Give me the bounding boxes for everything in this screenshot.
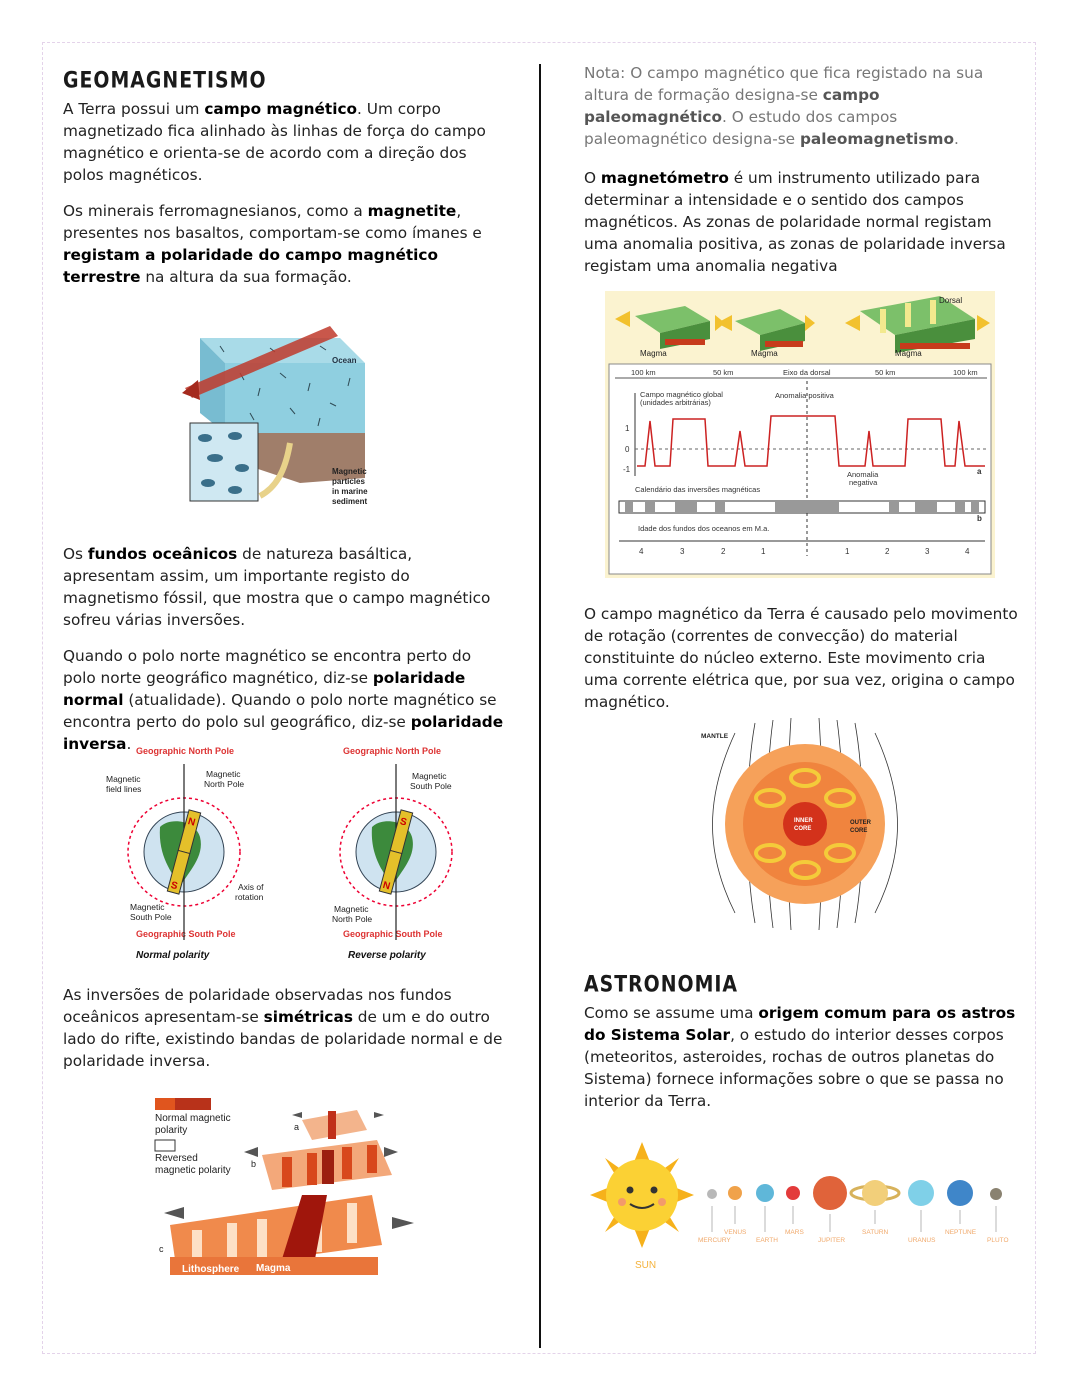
svg-text:100 km: 100 km xyxy=(631,368,656,377)
svg-text:0: 0 xyxy=(625,445,630,454)
svg-text:field lines: field lines xyxy=(106,784,142,794)
svg-text:JUPITER: JUPITER xyxy=(818,1237,846,1244)
svg-text:magnetic polarity: magnetic polarity xyxy=(155,1165,231,1176)
svg-text:c: c xyxy=(159,1244,164,1254)
column-divider xyxy=(539,64,541,1348)
solar-system-figure xyxy=(590,1140,1010,1275)
right-column xyxy=(584,62,1018,277)
ocean-sediment-figure xyxy=(180,318,380,513)
svg-text:3: 3 xyxy=(925,547,930,556)
svg-text:Magnetic: Magnetic xyxy=(206,769,241,779)
svg-text:-1: -1 xyxy=(623,465,631,474)
svg-text:b: b xyxy=(977,514,982,523)
geo-south-label-normal: Geographic South Pole xyxy=(136,929,236,939)
reverse-polarity-diagram xyxy=(332,746,452,961)
magnetic-anomaly-figure xyxy=(605,291,995,578)
geo-south-label-reverse: Geographic South Pole xyxy=(343,929,443,939)
svg-text:Dorsal: Dorsal xyxy=(939,296,963,305)
svg-text:INNER: INNER xyxy=(794,818,813,824)
left-column xyxy=(63,68,505,288)
normal-polarity-diagram xyxy=(106,746,264,961)
svg-text:SATURN: SATURN xyxy=(862,1229,889,1236)
paragraph-nucleo-externo: O campo magnético da Terra é causado pelo movimento de rotação (correntes de convecção) do material constituinte do núcleo externo. Este movimento cria uma corrente elétrica que, por sua vez, origina o campo magnético. xyxy=(584,605,1018,711)
svg-text:Idade dos fundos dos oceanos e: Idade dos fundos dos oceanos em M.a. xyxy=(638,524,770,533)
normal-polarity-caption: Normal polarity xyxy=(136,950,210,961)
svg-text:Magma: Magma xyxy=(640,349,667,358)
svg-text:South Pole: South Pole xyxy=(410,781,452,791)
polarity-figure xyxy=(100,742,470,967)
svg-text:3: 3 xyxy=(680,547,685,556)
particles-label-1: Magnetic xyxy=(332,467,367,476)
svg-text:2: 2 xyxy=(721,547,726,556)
svg-text:South Pole: South Pole xyxy=(130,912,172,922)
polarity-bands-figure xyxy=(152,1095,422,1280)
paragraph-polaridade: Quando o polo norte magnético se encontra perto do polo norte geográfico magnético, diz-se polaridade normal (atualidade). Quando o polo norte magnético se encontra perto do polo sul geográfico, diz-se polaridade inversa. xyxy=(63,647,504,753)
svg-text:negativa: negativa xyxy=(849,478,878,487)
svg-text:N: N xyxy=(186,816,197,829)
particles-label-4: sediment xyxy=(332,497,368,506)
svg-text:MERCURY: MERCURY xyxy=(698,1237,731,1244)
svg-text:VENUS: VENUS xyxy=(724,1229,747,1236)
svg-text:Magma: Magma xyxy=(895,349,922,358)
left-column-middle xyxy=(63,543,505,755)
svg-text:S: S xyxy=(398,816,408,829)
svg-text:Magnetic: Magnetic xyxy=(412,771,447,781)
svg-text:Calendário das inversões magné: Calendário das inversões magnéticas xyxy=(635,485,761,494)
sun-label: SUN xyxy=(635,1260,657,1271)
svg-text:Normal magnetic: Normal magnetic xyxy=(155,1113,231,1124)
paragraph-nota-paleomagnetismo: Nota: O campo magnético que fica registado na sua altura de formação designa-se campo paleomagnético. O estudo dos campos paleomagnético designa-se paleomagnetismo. xyxy=(584,64,984,148)
planets xyxy=(707,1176,1002,1210)
svg-text:N: N xyxy=(381,879,392,893)
svg-text:b: b xyxy=(251,1159,257,1169)
svg-text:(unidades arbitrárias): (unidades arbitrárias) xyxy=(640,398,711,407)
svg-text:4: 4 xyxy=(639,547,644,556)
left-column-bottom xyxy=(63,984,505,1072)
svg-text:EARTH: EARTH xyxy=(756,1237,778,1244)
svg-text:Reversed: Reversed xyxy=(155,1153,198,1164)
svg-text:Anomalia: Anomalia xyxy=(847,470,879,479)
svg-text:rotation: rotation xyxy=(235,892,264,902)
svg-text:CORE: CORE xyxy=(850,828,868,834)
svg-text:1: 1 xyxy=(625,424,630,433)
ocean-label: Ocean xyxy=(332,356,357,365)
svg-text:1: 1 xyxy=(845,547,850,556)
svg-text:Eixo da dorsal: Eixo da dorsal xyxy=(783,368,831,377)
geo-north-label-normal: Geographic North Pole xyxy=(136,746,235,756)
right-column-middle xyxy=(584,603,1018,713)
svg-text:a: a xyxy=(294,1122,300,1132)
paragraph-inversoes-simetricas: As inversões de polaridade observadas nos fundos oceânicos apresentam-se simétricas de um e do outro lado do rifte, existindo bandas de polaridade normal e de polaridade inversa. xyxy=(63,986,503,1070)
svg-text:2: 2 xyxy=(885,547,890,556)
svg-text:S: S xyxy=(169,879,179,893)
svg-text:Magnetic: Magnetic xyxy=(130,902,165,912)
geo-north-label-reverse: Geographic North Pole xyxy=(343,746,442,756)
svg-text:North Pole: North Pole xyxy=(204,779,245,789)
paragraph-campo-magnetico: A Terra possui um campo magnético. Um corpo magnetizado fica alinhado às linhas de força do campo magnético e orienta-se de acordo com a direção dos polos magnéticos. xyxy=(63,100,486,184)
svg-text:CORE: CORE xyxy=(794,826,812,832)
magma-label: Magma xyxy=(256,1263,291,1274)
svg-text:PLUTO: PLUTO xyxy=(987,1237,1009,1244)
svg-text:North Pole: North Pole xyxy=(332,914,373,924)
svg-text:MARS: MARS xyxy=(785,1229,804,1236)
svg-text:URANUS: URANUS xyxy=(908,1237,936,1244)
section-title-geomagnetismo: GEOMAGNETISMO xyxy=(63,67,267,93)
svg-text:50 km: 50 km xyxy=(875,368,896,377)
svg-text:Magnetic: Magnetic xyxy=(106,774,141,784)
svg-text:NEPTUNE: NEPTUNE xyxy=(945,1229,977,1236)
svg-text:Magnetic: Magnetic xyxy=(334,904,369,914)
section-title-astronomia: ASTRONOMIA xyxy=(584,971,739,997)
particles-label-3: in marine xyxy=(332,487,368,496)
paragraph-fundos-oceanicos: Os fundos oceânicos de natureza basáltica, apresentam assim, um importante registo do magnetismo fóssil, que mostra que o campo magnético sofreu várias inversões. xyxy=(63,545,491,629)
svg-text:50 km: 50 km xyxy=(713,368,734,377)
svg-text:100 km: 100 km xyxy=(953,368,978,377)
paragraph-magnetite: Os minerais ferromagnesianos, como a magnetite, presentes nos basaltos, comportam-se como ímanes e registam a polaridade do campo magnético terrestre na altura da sua formação. xyxy=(63,202,482,286)
svg-text:Axis of: Axis of xyxy=(238,882,264,892)
svg-text:MANTLE: MANTLE xyxy=(701,733,729,740)
lithosphere-label: Lithosphere xyxy=(182,1264,240,1275)
svg-text:a: a xyxy=(977,467,982,476)
earth-core-figure xyxy=(695,718,915,930)
particles-label-2: particles xyxy=(332,477,365,486)
svg-text:4: 4 xyxy=(965,547,970,556)
svg-text:Magma: Magma xyxy=(751,349,778,358)
paragraph-origem-comum: Como se assume uma origem comum para os astros do Sistema Solar, o estudo do interior desses corpos (meteoritos, asteroides, rochas de outros planetas do Sistema) fornece informações sobre o que se passa no interior da Terra. xyxy=(584,1004,1016,1110)
paragraph-magnetometro: O magnetómetro é um instrumento utilizado para determinar a intensidade e o sentido dos campos magnéticos. As zonas de polaridade normal registam uma anomalia positiva, as zonas de polaridade inversa registam uma anomalia negativa xyxy=(584,169,1006,275)
svg-text:polarity: polarity xyxy=(155,1125,188,1136)
reverse-polarity-caption: Reverse polarity xyxy=(348,950,426,961)
sun-icon xyxy=(590,1142,694,1248)
svg-text:Anomalia positiva: Anomalia positiva xyxy=(775,391,834,400)
svg-text:OUTER: OUTER xyxy=(850,820,871,826)
right-column-bottom xyxy=(584,972,1018,1112)
svg-text:1: 1 xyxy=(761,547,766,556)
svg-text:Campo magnético global: Campo magnético global xyxy=(640,390,723,399)
